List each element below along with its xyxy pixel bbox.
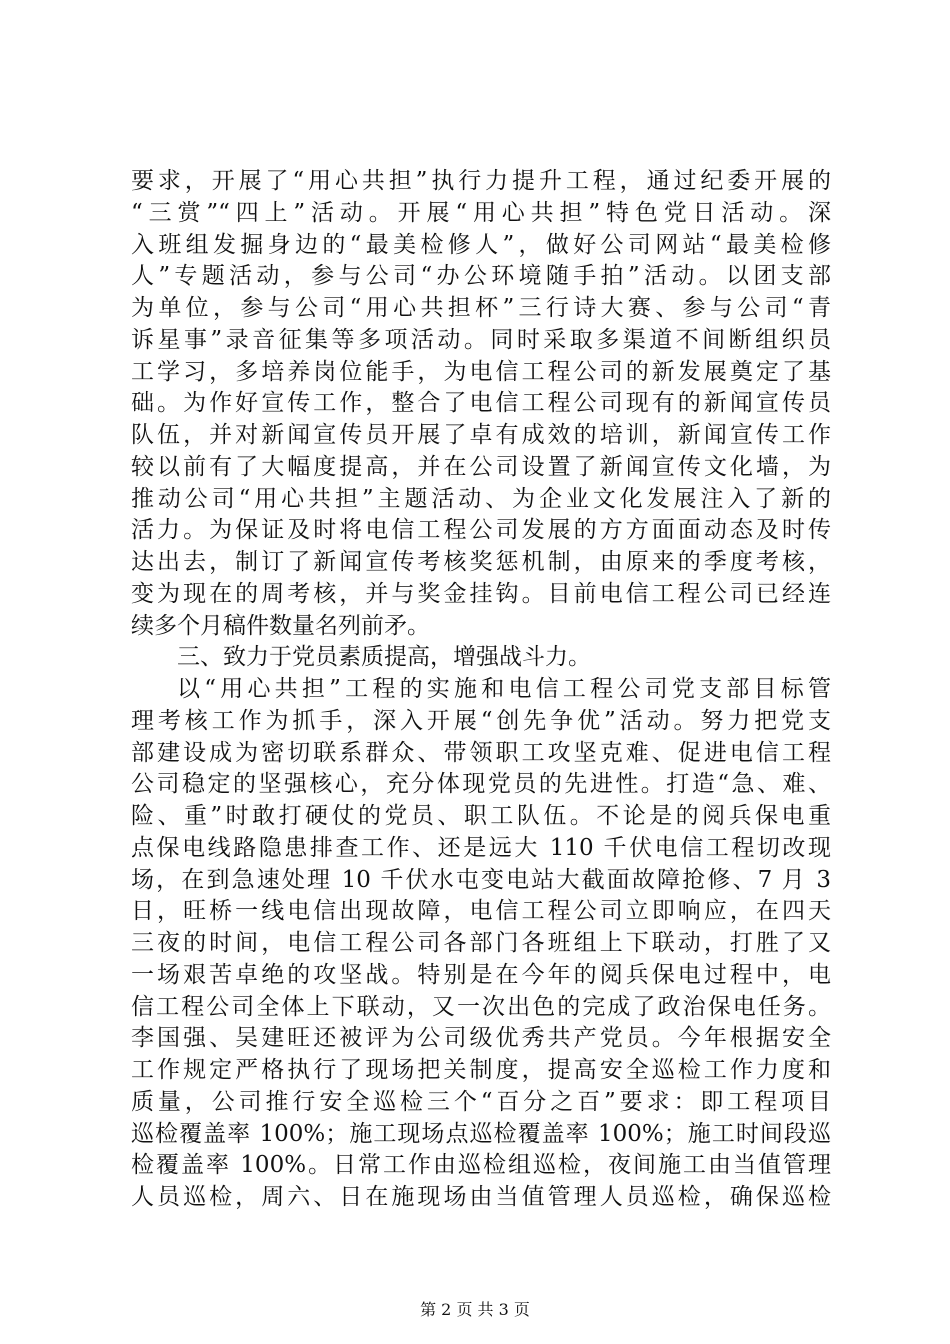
text-line: 险、重”时敢打硬仗的党员、职工队伍。不论是的阅兵保电重 [131, 803, 831, 829]
text-line: 队伍，并对新闻宣传员开展了卓有成效的培训，新闻宣传工作 [131, 422, 831, 448]
document-body [131, 166, 831, 1214]
text-line: 工作规定严格执行了现场把关制度，提高安全巡检工作力度和 [131, 1057, 831, 1083]
text-line: 公司稳定的坚强核心，充分体现党员的先进性。打造“急、难、 [131, 771, 831, 798]
text-line: 推动公司“用心共担”主题活动、为企业文化发展注入了新的 [131, 485, 831, 512]
text-line: 要求，开展了“用心共担”执行力提升工程，通过纪委开展的 [131, 168, 831, 194]
text-line: 一场艰苦卓绝的攻坚战。特别是在今年的阅兵保电过程中，电 [131, 961, 831, 988]
text-line: 为单位，参与公司“用心共担杯”三行诗大赛、参与公司“青 [131, 295, 831, 321]
text-line: 检覆盖率 100%。日常工作由巡检组巡检，夜间施工由当值管理 [131, 1152, 831, 1179]
text-line: 变为现在的周考核，并与奖金挂钩。目前电信工程公司已经连 [131, 580, 831, 607]
text-line: 李国强、吴建旺还被评为公司级优秀共产党员。今年根据安全 [131, 1025, 831, 1052]
section-heading: 三、致力于党员素质提高，增强战斗力。 [177, 644, 591, 671]
text-line: 工学习，多培养岗位能手，为电信工程公司的新发展奠定了基 [131, 358, 831, 385]
text-line: 以“用心共担”工程的实施和电信工程公司党支部目标管 [177, 676, 831, 702]
text-line: 场，在到急速处理 10 千伏水屯变电站大截面故障抢修、7 月 3 [131, 866, 831, 893]
text-line: 部建设成为密切联系群众、带领职工攻坚克难、促进电信工程 [131, 739, 831, 766]
text-line: 诉星事”录音征集等多项活动。同时采取多渠道不间断组织员 [131, 326, 831, 353]
page-number-footer: 第 2 页 共 3 页 [420, 1300, 530, 1319]
text-line: 入班组发掘身边的“最美检修人”，做好公司网站“最美检修 [131, 231, 831, 258]
text-line: 信工程公司全体上下联动，又一次出色的完成了政治保电任务。 [131, 993, 831, 1020]
text-line: 点保电线路隐患排查工作、还是远大 110 千伏电信工程切改现 [131, 834, 831, 861]
text-line: 日，旺桥一线电信出现故障，电信工程公司立即响应，在四天 [131, 898, 831, 925]
text-line: 活力。为保证及时将电信工程公司发展的方方面面动态及时传 [131, 517, 831, 544]
text-line: 巡检覆盖率 100%；施工现场点巡检覆盖率 100%；施工时间段巡 [131, 1120, 831, 1147]
text-line: 续多个月稿件数量名列前矛。 [131, 612, 430, 639]
text-line: 质量，公司推行安全巡检三个“百分之百”要求：即工程项目 [131, 1088, 831, 1115]
text-line: 三夜的时间，电信工程公司各部门各班组上下联动，打胜了又 [131, 930, 831, 956]
text-line: 人员巡检，周六、日在施现场由当值管理人员巡检，确保巡检 [131, 1184, 831, 1210]
text-line: 理考核工作为抓手，深入开展“创先争优”活动。努力把党支 [131, 707, 831, 734]
text-line: 达出去，制订了新闻宣传考核奖惩机制，由原来的季度考核， [131, 549, 831, 575]
text-line: 础。为作好宣传工作，整合了电信工程公司现有的新闻宣传员 [131, 390, 831, 417]
text-line: 较以前有了大幅度提高，并在公司设置了新闻宣传文化墙，为 [131, 453, 831, 480]
text-line: 人”专题活动，参与公司“办公环境随手拍”活动。以团支部 [131, 263, 831, 290]
text-line: “三赏”“四上”活动。开展“用心共担”特色党日活动。深 [131, 199, 831, 226]
